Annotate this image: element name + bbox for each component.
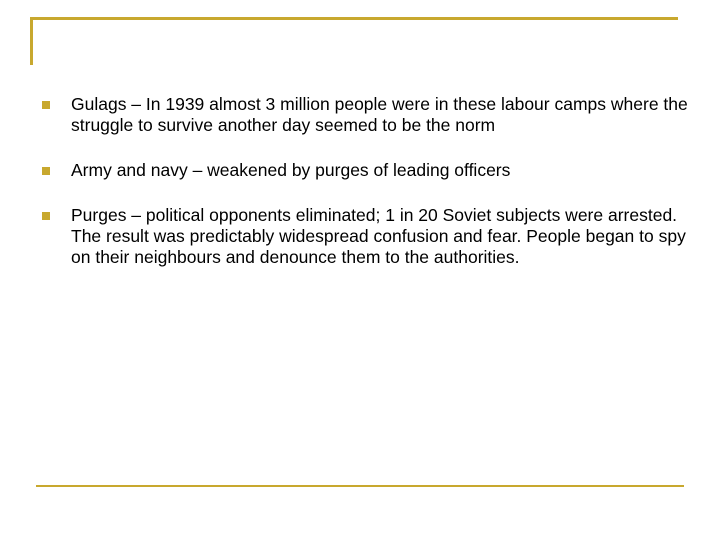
bullet-item-purges <box>42 205 692 268</box>
bottom-rule-line <box>36 485 684 487</box>
square-bullet-icon <box>42 167 50 175</box>
bullet-item-army-navy <box>42 160 692 181</box>
top-rule-line <box>30 17 678 20</box>
bullet-list <box>42 94 692 268</box>
square-bullet-icon <box>42 212 50 220</box>
bullet-text: Gulags – In 1939 almost 3 million people were in these labour camps where the struggle to survive another day seemed to be the norm <box>71 94 688 135</box>
bullet-item-gulags <box>42 94 692 136</box>
left-rule-line <box>30 17 33 65</box>
bullet-text: Purges – political opponents eliminated; 1 in 20 Soviet subjects were arrested. The result was predictably widespread confusion and fear. People began to spy on their neighbours and denounce them to the authorities. <box>71 205 686 267</box>
bullet-text: Army and navy – weakened by purges of leading officers <box>71 160 511 180</box>
square-bullet-icon <box>42 101 50 109</box>
